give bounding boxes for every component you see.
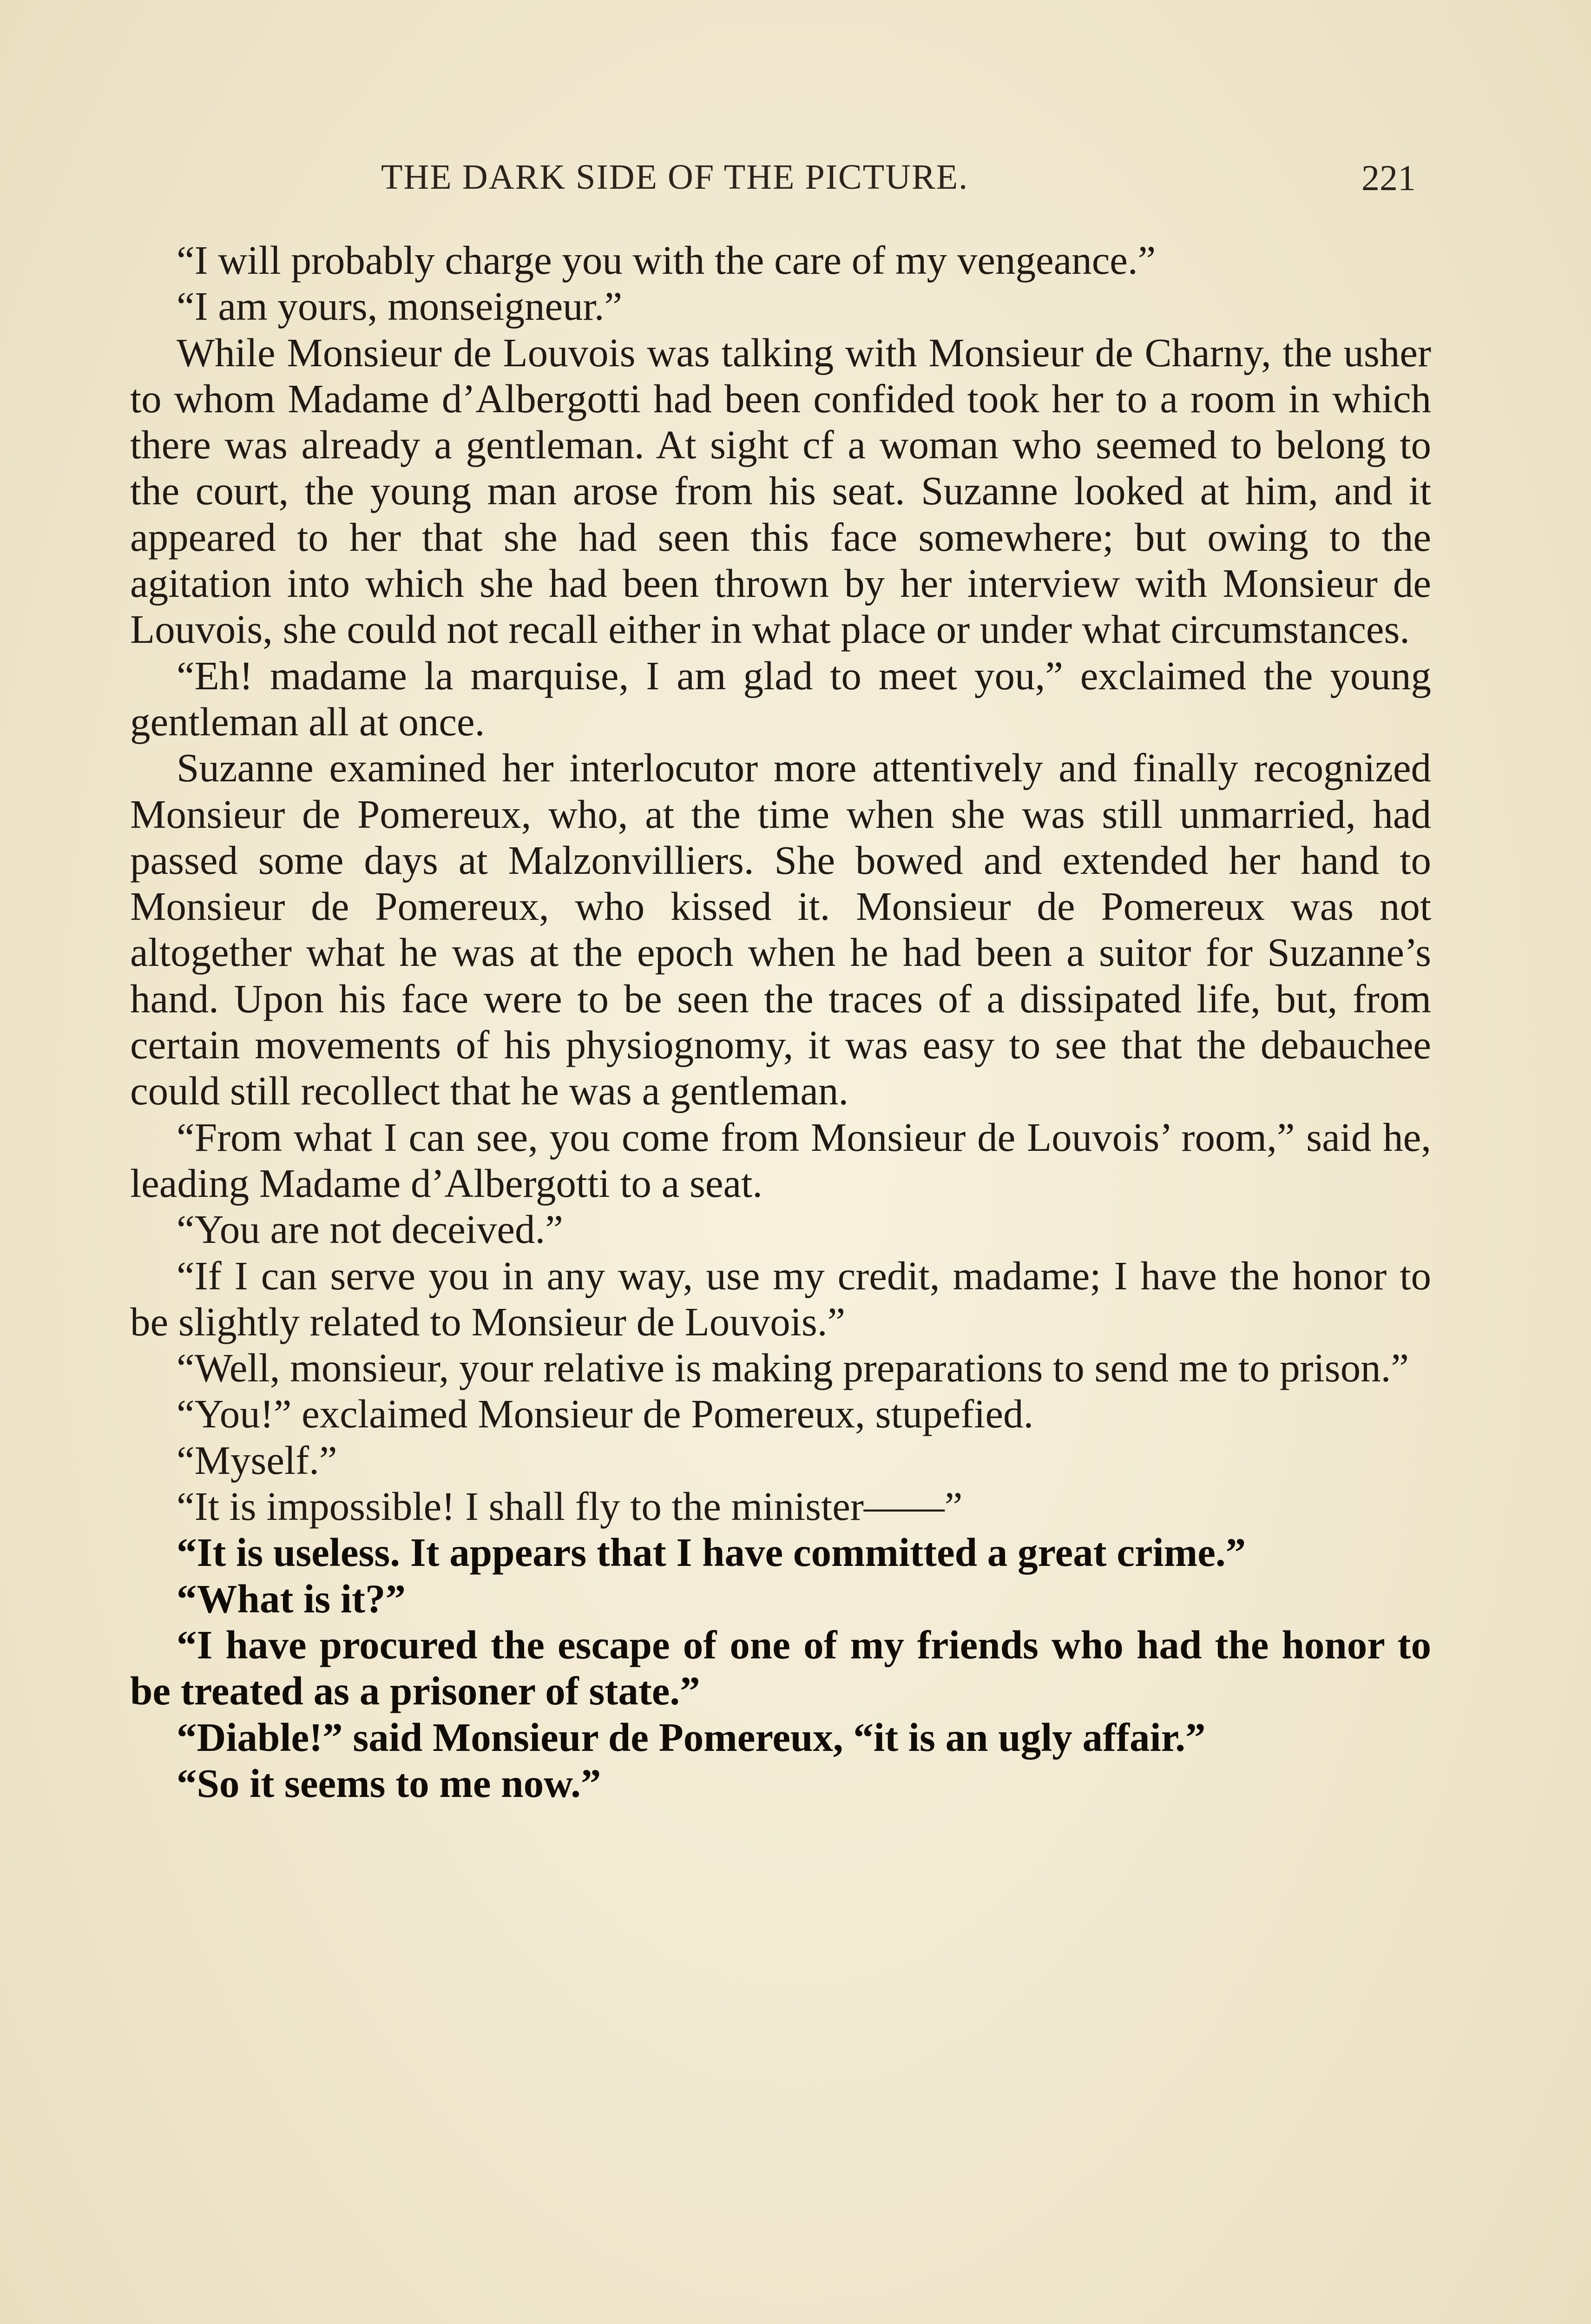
paragraph-1: “I will probably charge you with the care of my vengeance.” (177, 238, 1156, 283)
paragraph-2: “I am yours, monseigneur.” (177, 284, 623, 329)
page-number: 221 (1361, 158, 1416, 198)
paragraph-15: “I have procured the escape of one of my friends who had the honor to be treated as a prisoner of state.” (130, 1622, 1431, 1714)
paragraph-8: “If I can serve you in any way, use my credit, madame; I have the honor to be slightly related to Monsieur de Louvois.” (130, 1253, 1431, 1344)
paragraph-10: “You!” exclaimed Monsieur de Pomereux, stupefied. (177, 1391, 1034, 1437)
paragraph-9: “Well, monsieur, your relative is making preparations to send me to prison.” (177, 1345, 1409, 1391)
running-head-title: THE DARK SIDE OF THE PICTURE. (381, 158, 969, 197)
paragraph-14: “What is it?” (177, 1576, 406, 1621)
paragraph-4: “Eh! madame la marquise, I am glad to meet you,” exclaimed the young gentleman all at once. (130, 653, 1431, 744)
paragraph-7: “You are not deceived.” (177, 1207, 563, 1252)
paragraph-3: While Monsieur de Louvois was talking with Monsieur de Charny, the usher to whom Madame d’Albergotti had been confided took her to a room in which there was already a gentleman. At sight cf a woman who seemed to belong to the court, the young man arose from his seat. Suzanne looked at him, and it appeared to her that she had seen this face somewhere; but owing to the agitation into which she had been thrown by her interview with Monsieur de Louvois, she could not recall either in what place or under what circumstances. (130, 330, 1431, 652)
paragraph-17: “So it seems to me now.” (177, 1760, 601, 1806)
paragraph-6: “From what I can see, you come from Monsieur de Louvois’ room,” said he, leading Madame d’Albergotti to a seat. (130, 1114, 1431, 1206)
paragraph-13: “It is useless. It appears that I have committed a great crime.” (177, 1530, 1246, 1575)
paragraph-5: Suzanne examined her interlocutor more attentively and finally recognized Monsieur de Pomereux, who, at the time when she was still unmarried, had passed some days at Malzonvilliers. She bowed and extended her hand to Monsieur de Pomereux, who kissed it. Monsieur de Pomereux was not altogether what he was at the epoch when he had been a suitor for Suzanne’s hand. Upon his face were to be seen the traces of a dissipated life, but, from certain movements of his physiognomy, it was easy to see that the debauchee could still recollect that he was a gentleman. (130, 745, 1431, 1114)
paragraph-16: “Diable!” said Monsieur de Pomereux, “it is an ugly affair.” (177, 1714, 1206, 1760)
paragraph-12: “It is impossible! I shall fly to the minister——” (177, 1484, 963, 1529)
body-text (130, 237, 1431, 1806)
paragraph-11: “Myself.” (177, 1437, 337, 1483)
